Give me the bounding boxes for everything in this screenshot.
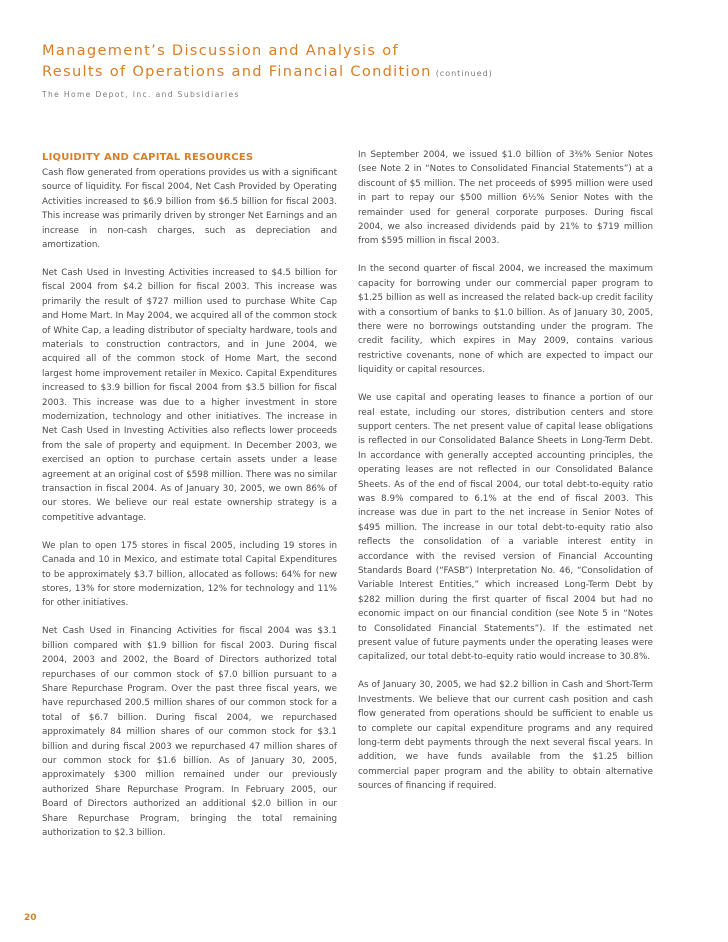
page-number: 20 <box>24 913 37 923</box>
title-line-2-text: Results of Operations and Financial Condition <box>42 63 432 80</box>
paragraph-cash-position: As of January 30, 2005, we had $2.2 billion in Cash and Short-Term Investments. We believe that our current cash position and cash flow generated from operations should be sufficient to enable us to complete our capital expenditure programs and any required long-term debt payments through the next several fiscal years. In addition, we have funds available from the $1.25 billion commercial paper program and the ability to obtain alternative sources of financing if required. <box>358 680 653 792</box>
paragraph-senior-notes: In September 2004, we issued $1.0 billion of 3⅜% Senior Notes (see Note 2 in “Notes to Consolidated Financial Statements”) at a discount of $5 million. The net proceeds of $995 million were used in part to repay our $500 million 6½% Senior Notes with the remainder used for general corporate purposes. During fiscal 2004, we also increased dividends paid by 21% to $719 million from $595 million in fiscal 2003. <box>358 150 653 247</box>
paragraph-store-plans: We plan to open 175 stores in fiscal 2005, including 19 stores in Canada and 10 in Mexico, and estimate total Capital Expenditures to be approximately $3.7 billion, allocated as follows: 64% for new stores, 13% for store modernization, 12% for technology and 11% for other initiatives. <box>42 540 337 609</box>
paragraph-financing-activities: Net Cash Used in Financing Activities for fiscal 2004 was $3.1 billion compared with $1.9 billion for fiscal 2003. During fiscal 2004, 2003 and 2002, the Board of Directors authorized total repurchases of our common stock of $7.0 billion pursuant to a Share Repurchase Program. Over the past three fiscal years, we have repurchased 200.5 million shares of our common stock for a total of $6.7 billion. During fiscal 2004, we repurchased approximately 84 million shares of our common stock for $3.1 billion and during fiscal 2003 we repurchased 47 million shares of our common stock for $1.6 billion. As of January 30, 2005, approximately $300 million remained under our previously authorized Share Repurchase Program. In February 2005, our Board of Directors authorized an additional $2.0 billion in our Share Repurchase Program, bringing the total remaining authorization to $2.3 billion. <box>42 626 337 838</box>
paragraph-commercial-paper: In the second quarter of fiscal 2004, we increased the maximum capacity for borrowing under our commercial paper program to $1.25 billion as well as increased the related back-up credit facility with a consortium of banks to $1.0 billion. As of January 30, 2005, there were no borrowings outstanding under the program. The credit facility, which expires in May 2009, contains various restrictive covenants, none of which are expected to impact our liquidity or capital resources. <box>358 264 653 376</box>
left-column <box>42 148 337 854</box>
section-title-liquidity: LIQUIDITY AND CAPITAL RESOURCES <box>42 152 254 163</box>
page-header <box>42 40 682 99</box>
paragraph-investing-activities: Net Cash Used in Investing Activities increased to $4.5 billion for fiscal 2004 from $4.2 billion for fiscal 2003. This increase was primarily the result of $727 million used to purchase White Cap and Home Mart. In May 2004, we acquired all of the common stock of White Cap, a leading distributor of specialty hardware, tools and materials to construction contractors, and in June 2004, we acquired all of the common stock of Home Mart, the second largest home improvement retailer in Mexico. Capital Expenditures increased to $3.9 billion for fiscal 2004 from $3.5 billion for fiscal 2003. This increase was due to a higher investment in store modernization, technology and other initiatives. The increase in Net Cash Used in Investing Activities also reflects lower proceeds from the sale of property and equipment. In December 2003, we exercised an option to purchase certain assets under a lease agreement at an original cost of $598 million. There was no similar transaction in fiscal 2004. As of January 30, 2005, we own 86% of our stores. We believe our real estate ownership strategy is a competitive advantage. <box>42 267 337 523</box>
company-subtitle: The Home Depot, Inc. and Subsidiaries <box>42 90 240 99</box>
title-continued-label: (continued) <box>435 69 493 78</box>
title-line-1: Management’s Discussion and Analysis of <box>42 42 399 59</box>
paragraph-operating-cash-flow: Cash flow generated from operations provides us with a significant source of liquidity. For fiscal 2004, Net Cash Provided by Operating Activities increased to $6.9 billion from $6.5 billion for fiscal 2003. This increase was primarily driven by stronger Net Earnings and an increase in non-cash charges, such as depreciation and amortization. <box>42 168 337 251</box>
paragraph-leases: We use capital and operating leases to finance a portion of our real estate, including our stores, distribution centers and store support centers. The net present value of capital lease obligations is reflected in our Consolidated Balance Sheets in Long-Term Debt. In accordance with generally accepted accounting principles, the operating leases are not reflected in our Consolidated Balance Sheets. As of the end of fiscal 2004, our total debt-to-equity ratio was 8.9% compared to 6.1% at the end of fiscal 2003. This increase was due in part to the net increase in Senior Notes of $495 million. The increase in our total debt-to-equity ratio also reflects the consolidation of a variable interest entity in accordance with the revised version of Financial Accounting Standards Board (“FASB”) Interpretation No. 46, “Consolidation of Variable Interest Entities,” which increased Long-Term Debt by $282 million during the first quarter of fiscal 2004 but had no economic impact on our financial condition (see Note 5 in “Notes to Consolidated Financial Statements”). If the estimated net present value of future payments under the operating leases were capitalized, our total debt-to-equity ratio would increase to 30.8%. <box>358 393 653 663</box>
right-column <box>358 148 653 807</box>
title-line-2 <box>42 61 682 84</box>
